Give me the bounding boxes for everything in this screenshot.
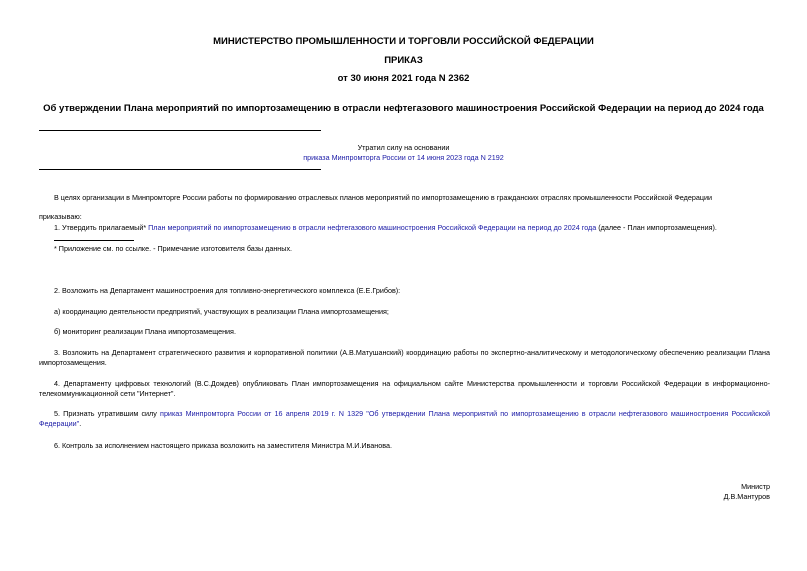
item-5-prefix: 5. Признать утратившим силу [54,409,161,418]
signature-name: Д.В.Мантуров [723,492,770,501]
item-1 [39,223,770,233]
date-number: от 30 июня 2021 года N 2362 [337,73,470,84]
item-2a: а) координацию деятельности предприятий, участвующих в реализации Плана импортозамещения; [54,307,389,316]
repealed-order-link[interactable]: приказ Минпромторга России от 16 апреля 2019 г. N 1329 "Об утверждении Плана мероприятий по импортозамещению в отрасли нефтегазового машиностроения Российской Федерации" [39,409,770,428]
order-word: приказываю: [39,212,82,221]
item-2b: б) мониторинг реализации Плана импортозамещения. [54,327,236,336]
item-1-suffix: (далее - План импортозамещения). [596,223,717,232]
item-1-prefix: 1. Утвердить прилагаемый* [54,223,149,232]
footnote-divider [54,240,134,241]
ministry-heading: МИНИСТЕРСТВО ПРОМЫШЛЕННОСТИ И ТОРГОВЛИ РОССИЙСКОЙ ФЕДЕРАЦИИ [213,36,594,47]
footnote: * Приложение см. по ссылке. - Примечание изготовителя базы данных. [54,244,293,253]
item-5 [39,409,770,429]
signature-position: Министр [741,482,770,491]
divider-top [39,130,321,131]
plan-link[interactable]: План мероприятий по импортозамещению в отрасли нефтегазового машиностроения Российской Федерации на период до 2024 года [148,223,597,232]
status-label: Утратил силу на основании [357,143,450,152]
item-4: 4. Департаменту цифровых технологий (В.С.Дождев) опубликовать План импортозамещения на официальном сайте Министерства промышленности и торговли Российской Федерации в информационно-телекоммуникационной сети "Интернет". [39,379,770,398]
item-3: 3. Возложить на Департамент стратегического развития и корпоративной политики (А.В.Матушанский) координацию работы по экспертно-аналитическому и методологическому обеспечению реализации Плана импортозамещения. [39,348,770,367]
divider-bottom [39,169,321,170]
status-repeal-link[interactable]: приказа Минпромторга России от 14 июня 2023 года N 2192 [303,153,504,162]
intro-paragraph: В целях организации в Минпромторге России работы по формированию отраслевых планов мероприятий по импортозамещению в гражданских отраслях промышленности Российской Федерации [54,193,712,202]
item-2: 2. Возложить на Департамент машиностроения для топливно-энергетического комплекса (Е.Е.Грибов): [54,286,401,295]
doc-type-heading: ПРИКАЗ [384,55,423,66]
document-title: Об утверждении Плана мероприятий по импортозамещению в отрасли нефтегазового машиностроения Российской Федерации на период до 2024 года [43,103,764,114]
item-6: 6. Контроль за исполнением настоящего приказа возложить на заместителя Министра М.И.Иванова. [54,441,392,450]
item-5-suffix: . [79,419,82,428]
